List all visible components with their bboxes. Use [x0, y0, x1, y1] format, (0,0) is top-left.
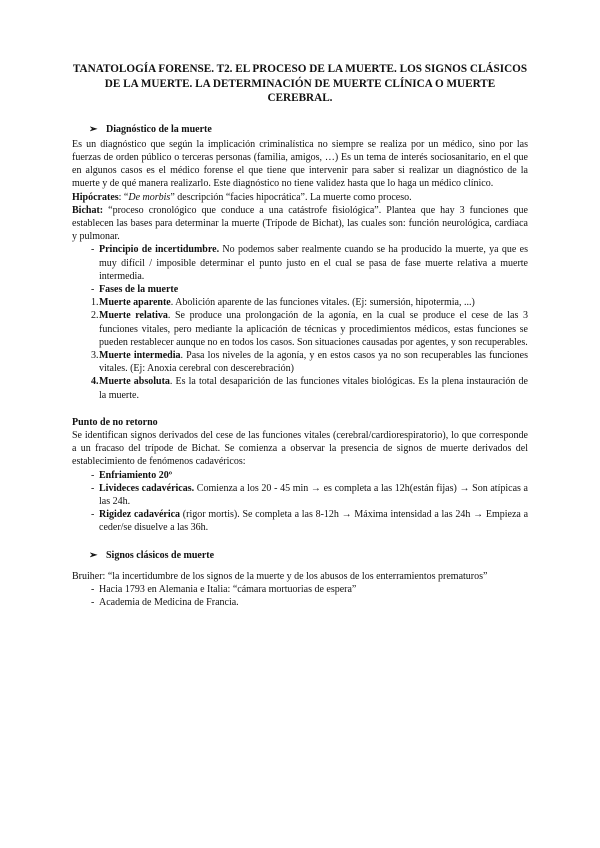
arrow-bullet-icon: ➢: [89, 123, 98, 135]
fase-item-3: 3. Muerte intermedia. Pasa los niveles de la agonía, y en estos casos ya no son recuperables las funciones vitales. (Ej: Anoxia cerebral con descerebración): [91, 349, 528, 375]
signos-item-2: - Academia de Medicina de Francia.: [91, 597, 239, 609]
principio-item: - Principio de incertidumbre. No podemos saber realmente cuando se ha producido la muerte, ya que es muy difícil / imposible determinar el punto justo en el cual se pasa de fase muerte relativa a muerte intermedia.: [72, 243, 528, 283]
bruiher-quote: Bruiher: “la incertidumbre de los signos de la muerte y de los abusos de los enterramientos prematuros”: [72, 570, 488, 582]
fase-item-1: 1. Muerte aparente. Abolición aparente de las funciones vitales. (Ej: sumersión, hipotermia, ...): [91, 297, 475, 309]
fase-item-2: 2. Muerte relativa. Se produce una prolongación de la agonía, en la cual se produce el cese de las 3 funciones vitales, pero mediante la aplicación de técnicas y procedimientos médicos, estas funciones se pueden restablecer aunque no en todos los casos. Son situaciones causadas por agentes, y son recuperables.: [91, 310, 528, 348]
dash-bullet: -: [91, 283, 95, 295]
diagnostico-intro: Es un diagnóstico que según la implicación criminalística no siempre se realiza por un médico, sino por las fuerzas de orden público o terceras personas (familia, amigos, …) Es un tema de interés sociosanitario, en el que en algunos casos es el médico forense el que tiene que intervenir para saber si realizar un diagnóstico de la muerte y de qué manera realizarlo. Este diagnóstico no tiene validez hasta que lo haga un médico clínico.: [72, 138, 528, 190]
signos-item-1: - Hacia 1793 en Alemania e Italia: “cámara mortuorias de espera”: [91, 584, 357, 595]
bichat-paragraph: Bichat: “proceso cronológico que conduce a una catástrofe fisiológica”. Plantea que hay 3 funciones que establecen las bases para determinar la muerte (Trípode de Bichat), las cuales son: función neurológica, cardiaca y pulmonar.: [72, 204, 528, 243]
retorno-item-1: - Enfriamiento 20º: [91, 469, 173, 481]
section-heading-diagnostico: ➢ Diagnóstico de la muerte: [72, 123, 528, 136]
fase-item-4: 4. Muerte absoluta. Es la total desaparición de las funciones vitales biológicas. Es la plena instauración de la muerte.: [91, 376, 528, 401]
retorno-item-2: - Livideces cadavéricas. Comienza a los 20 - 45 min → es completa a las 12h(están fijas) → Son atípicas a las 24h.: [91, 482, 528, 507]
document-page: [72, 62, 528, 609]
section-heading-signos: ➢ Signos clásicos de muerte: [72, 549, 528, 562]
document-title: TANATOLOGÍA FORENSE. T2. EL PROCESO DE LA MUERTE. LOS SIGNOS CLÁSICOS DE LA MUERTE. LA DETERMINACIÓN DE MUERTE CLÍNICA O MUERTE CEREBRAL.: [72, 63, 528, 104]
fases-item: - Fases de la muerte: [72, 283, 528, 296]
dash-bullet: -: [91, 244, 95, 256]
retorno-item-3: - Rigidez cadavérica (rigor mortis). Se completa a las 8-12h → Máxima intensidad a las 24h → Empieza a ceder/se disuelve a las 36h.: [91, 509, 529, 534]
arrow-bullet-icon: ➢: [89, 549, 98, 561]
hipocrates-line: Hipócrates: “De morbis” descripción “facies hipocrática”. La muerte como proceso.: [72, 191, 412, 203]
retorno-intro: Se identifican signos derivados del cese de las funciones vitales (cerebral/cardiorespiratorio), lo que corresponde a un fracaso del trípode de Bichat. Se comienza a observar la presencia de signos de muerte derivados del establecimiento de fenómenos cadavéricos:: [72, 429, 528, 468]
section-heading-retorno: Punto de no retorno: [72, 416, 158, 428]
